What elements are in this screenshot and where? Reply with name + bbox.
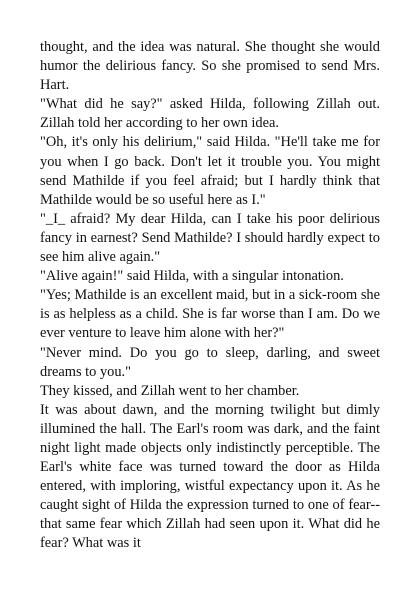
paragraph: "Never mind. Do you go to sleep, darling, and sweet dreams to you." (40, 344, 380, 380)
paragraph: "_I_ afraid? My dear Hilda, can I take his poor delirious fancy in earnest? Send Mathilde? I should hardly expect to see him alive again." (40, 210, 380, 266)
paragraph: "Alive again!" said Hilda, with a singular intonation. (40, 268, 344, 285)
paragraph: "What did he say?" asked Hilda, following Zillah out. Zillah told her according to her own idea. (40, 96, 380, 132)
paragraph: thought, and the idea was natural. She thought she would humor the delirious fancy. So she promised to send Mrs. Hart. (40, 39, 380, 94)
paragraph: "Oh, it's only his delirium," said Hilda. "He'll take me for you when I go back. Don't let it trouble you. You might send Mathilde if you feel afraid; but I hardly think that Mathilde would be so useful here as I." (40, 134, 380, 208)
document-page (40, 38, 380, 554)
paragraph: "Yes; Mathilde is an excellent maid, but in a sick-room she is as helpless as a child. She is far worse than I am. Do we ever venture to leave him alone with her?" (40, 287, 380, 342)
paragraph: It was about dawn, and the morning twilight but dimly illumined the hall. The Earl's room was dark, and the faint night light made objects only indistinctly perceptible. The Earl's white face was turned toward the door as Hilda entered, with imploring, wistful expectancy upon it. As he caught sight of Hilda the expression turned to one of fear--that same fear which Zillah had seen upon it. What did he fear? What was it (40, 401, 380, 552)
paragraph: They kissed, and Zillah went to her chamber. (40, 382, 300, 399)
